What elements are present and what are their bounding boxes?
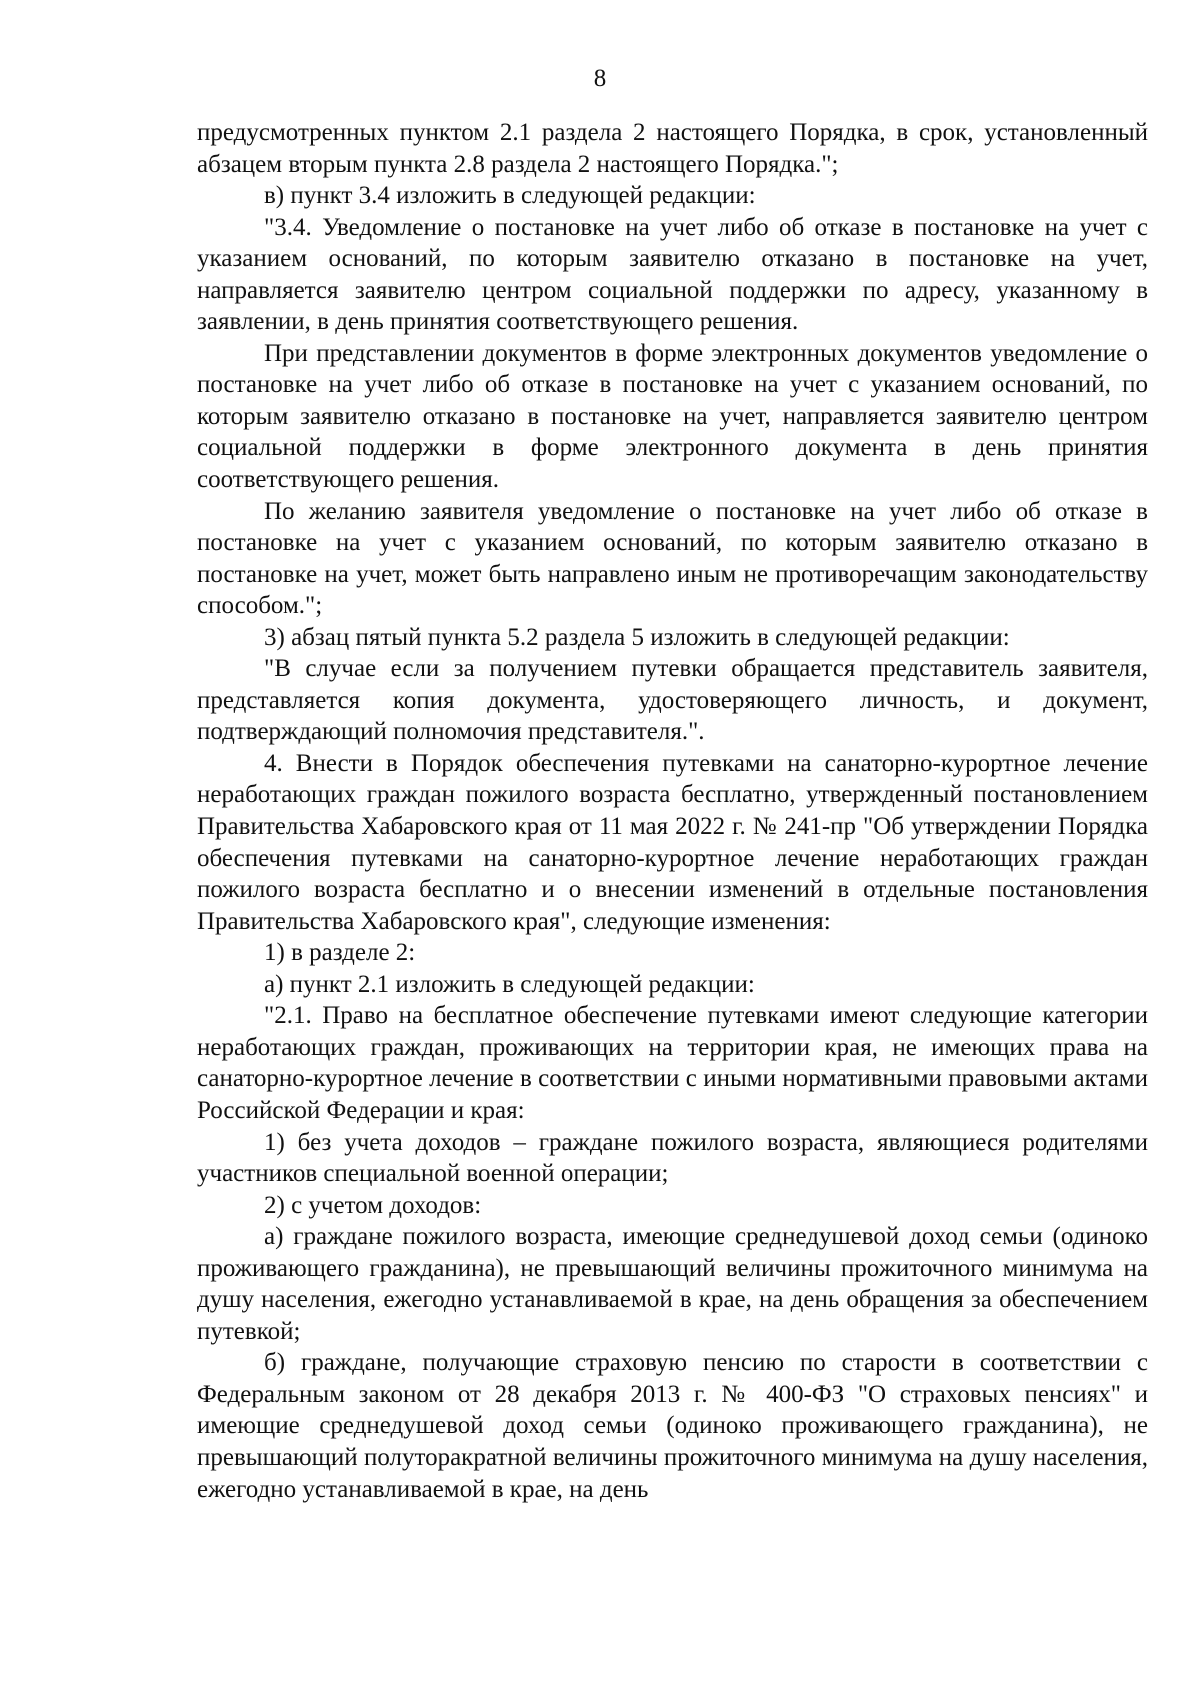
page-number: 8 bbox=[593, 65, 607, 92]
paragraph: в) пункт 3.4 изложить в следующей редакции: bbox=[264, 182, 756, 210]
paragraph: а) граждане пожилого возраста, имеющие среднедушевой доход семьи (одиноко проживающего гражданина), не превышающий величины прожиточного минимума на душу населения, ежегодно устанавливаемой в крае, на день обращения за обеспечением путевкой; bbox=[197, 1223, 1148, 1345]
paragraph: 3) абзац пятый пункта 5.2 раздела 5 изложить в следующей редакции: bbox=[264, 623, 1010, 651]
paragraph: 1) без учета доходов – граждане пожилого возраста, являющиеся родителями участников специальной военной операции; bbox=[197, 1128, 1148, 1188]
paragraph: 2) с учетом доходов: bbox=[264, 1191, 482, 1219]
paragraph: При представлении документов в форме электронных документов уведомление о постановке на учет либо об отказе в постановке на учет с указанием оснований, по которым заявителю отказано в постановке на учет, направляется заявителю центром социальной поддержки в форме электронного документа в день принятия соответствующего решения. bbox=[197, 339, 1148, 494]
paragraph: По желанию заявителя уведомление о постановке на учет либо об отказе в постановке на учет с указанием оснований, по которым заявителю отказано в постановке на учет, может быть направлено иным не противоречащим законодательству способом."; bbox=[197, 497, 1148, 620]
paragraph: б) граждане, получающие страховую пенсию по старости в соответствии с Федеральным законом от 28 декабря 2013 г. № 400-ФЗ "О страховых пенсиях" и имеющие среднедушевой доход семьи (одиноко проживающего гражданина), не превышающий полуторакратной величины прожиточного минимума на душу населения, ежегодно устанавливаемой в крае, на день bbox=[197, 1349, 1148, 1503]
paragraph: 4. Внести в Порядок обеспечения путевками на санаторно-курортное лечение неработающих граждан пожилого возраста бесплатно, утвержденный постановлением Правительства Хабаровского края от 11 мая 2022 г. № 241-пр "Об утверждении Порядка обеспечения путевками на санаторно-курортное лечение неработающих граждан пожилого возраста бесплатно и о внесении изменений в отдельные постановления Правительства Хабаровского края", следующие изменения: bbox=[197, 749, 1148, 935]
paragraph: а) пункт 2.1 изложить в следующей редакции: bbox=[264, 970, 755, 998]
paragraph: "2.1. Право на бесплатное обеспечение путевками имеют следующие категории неработающих граждан, проживающих на территории края, не имеющих права на санаторно-курортное лечение в соответствии с иными нормативными правовыми актами Российской Федерации и края: bbox=[197, 1002, 1148, 1124]
paragraph: "В случае если за получением путевки обращается представитель заявителя, представляется копия документа, удостоверяющего личность, и документ, подтверждающий полномочия представителя.". bbox=[197, 655, 1148, 746]
paragraph: "3.4. Уведомление о постановке на учет либо об отказе в постановке на учет с указанием оснований, по которым заявителю отказано в постановке на учет, направляется заявителю центром социальной поддержки по адресу, указанному в заявлении, в день принятия соответствующего решения. bbox=[197, 213, 1148, 336]
paragraph: 1) в разделе 2: bbox=[264, 939, 416, 967]
document-body bbox=[197, 117, 1148, 1505]
paragraph: предусмотренных пунктом 2.1 раздела 2 настоящего Порядка, в срок, установленный абзацем вторым пункта 2.8 раздела 2 настоящего Порядка."; bbox=[197, 119, 1148, 178]
